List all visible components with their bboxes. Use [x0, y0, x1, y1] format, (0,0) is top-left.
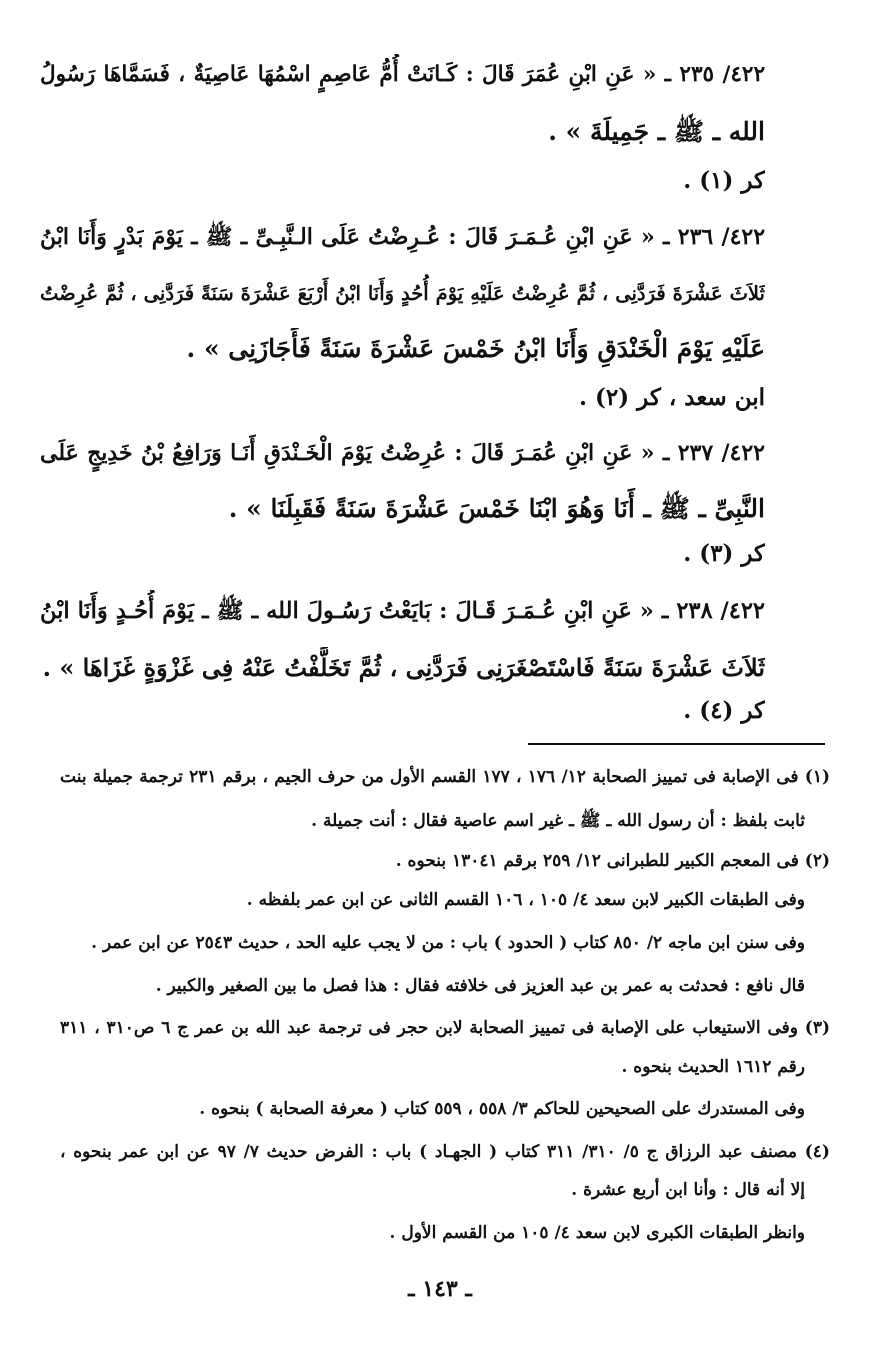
hadith-237-line-2: النَّبِىِّ ـ ﷺ ـ أَنَا وَهُوَ ابْنَا خَمْسَ عَشْرَةَ سَنَةً فَقَبِلَنَا » .: [228, 494, 765, 523]
footnote-3-line-2: رقم ١٦١٢ الحديث بنحوه .: [621, 1057, 805, 1077]
footnote-separator: [528, 743, 825, 745]
hadith-238-line-2: ثَلاَثَ عَشْرَةَ سَنَةً فَاسْتَصْغَرَنِى فَرَدَّنِى ، ثُمَّ تَخَلَّفْتُ عَنْهُ فِى غَزْوَةٍ غَزَاهَا » .: [42, 653, 765, 682]
footnote-4-line-1: (٤) مصنف عبد الرزاق ج ٥/ ٣١٠/ ٣١١ كتاب ( الجهـاد ) باب : الفرض حديث ٧/ ٩٧ عن ابن عمر بنحوه ،: [60, 1142, 830, 1162]
page-number: ـ ١٤٣ ـ: [408, 1276, 472, 1302]
footnote-2-line-1: (٢) فى المعجم الكبير للطبرانى ١٢/ ٢٥٩ برقم ١٣٠٤١ بنحوه .: [395, 851, 830, 871]
hadith-235-line-2: الله ـ ﷺ ـ جَمِيلَةَ » .: [548, 117, 765, 146]
hadith-236-line-1: ٤٢٢/ ٢٣٦ ـ « عَنِ ابْنِ عُـمَـرَ قَالَ : عُـرِضْتُ عَلَى الـنَّبِـىِّ ـ ﷺ ـ يَوْمَ بَدْرٍ وَأَنَا ابْنُ: [40, 224, 765, 250]
hadith-235-line-1: ٤٢٢/ ٢٣٥ ـ « عَنِ ابْنِ عُمَرَ قَالَ : كَـانَتْ أُمُّ عَاصِمٍ اسْمُهَا عَاصِيَةٌ ، فَسَمَّاهَا رَسُولُ: [40, 62, 765, 87]
hadith-236-source: ابن سعد ، كر (٢) .: [579, 384, 765, 411]
footnote-2-line-3: وفى سنن ابن ماجه ٢/ ٨٥٠ كتاب ( الحدود ) باب : من لا يجب عليه الحد ، حديث ٢٥٤٣ عن ابن عمر .: [91, 933, 805, 953]
hadith-236-line-2: ثَلاَثَ عَشْرَةَ فَرَدَّنِى ، ثُمَّ عُرِضْتُ عَلَيْهِ يَوْمَ أُحُدٍ وَأَنَا ابْنُ أَرْبَعَ عَشْرَةَ سَنَةً فَرَدَّنِى ، ثُمَّ عُرِضْتُ: [40, 282, 765, 305]
hadith-238-source: كر (٤) .: [683, 697, 765, 724]
footnote-4-line-3: وانظر الطبقات الكبرى لابن سعد ٤/ ١٠٥ من القسم الأول .: [389, 1223, 805, 1243]
footnote-3-line-3: وفى المستدرك على الصحيحين للحاكم ٣/ ٥٥٨ ، ٥٥٩ كتاب ( معرفة الصحابة ) بنحوه .: [199, 1099, 805, 1119]
hadith-238-line-1: ٤٢٢/ ٢٣٨ ـ « عَنِ ابْنِ عُـمَـرَ قَـالَ : بَايَعْتُ رَسُـولَ الله ـ ﷺ ـ يَوْمَ أُحُـدٍ وَأَنَا ابْنُ: [40, 598, 765, 624]
footnote-4-line-2: إلا أنه قال : وأنا ابن أربع عشرة .: [571, 1180, 805, 1200]
hadith-237-source: كر (٣) .: [683, 540, 765, 567]
hadith-235-source: كر (١) .: [683, 167, 765, 194]
hadith-236-line-3: عَلَيْهِ يَوْمَ الْخَنْدَقِ وَأَنَا ابْنُ خَمْسَ عَشْرَةَ سَنَةً فَأَجَازَنِى » .: [186, 334, 765, 363]
footnote-1-line-1: (١) فى الإصابة فى تمييز الصحابة ١٢/ ١٧٦ ، ١٧٧ القسم الأول من حرف الجيم ، برقم ٢٣١ ترجمة جميلة بنت: [60, 767, 830, 787]
footnote-2-line-4: قال نافع : فحدثت به عمر بن عبد العزيز فى خلافته فقال : هذا فصل ما بين الصغير والكبير .: [155, 976, 805, 996]
footnote-3-line-1: (٣) وفى الاستيعاب على الإصابة فى تمييز الصحابة لابن حجر فى ترجمة عبد الله بن عمر ج ٦ ص٣١٠ ، ٣١١: [60, 1018, 830, 1038]
hadith-237-line-1: ٤٢٢/ ٢٣٧ ـ « عَنِ ابْنِ عُمَـرَ قَالَ : عُرِضْتُ يَوْمَ الْخَـنْدَقِ أَنَـا وَرَافِعُ بْنُ خَدِيجٍ عَلَى: [40, 440, 765, 466]
footnote-2-line-2: وفى الطبقات الكبير لابن سعد ٤/ ١٠٥ ، ١٠٦ القسم الثانى عن ابن عمر بلفظه .: [246, 890, 805, 910]
footnote-1-line-2: ثابت بلفظ : أن رسول الله ـ ﷺ ـ غير اسم عاصية فقال : أنت جميلة .: [311, 811, 805, 831]
